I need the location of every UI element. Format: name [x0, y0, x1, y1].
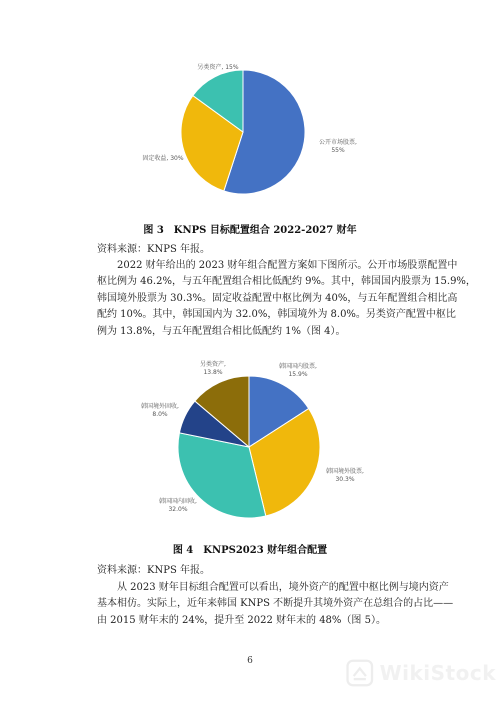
pie-chart-svg [0, 358, 500, 528]
slice-data-label: 另类资产, 15% [197, 64, 239, 71]
figure-3-caption: 图 3 KNPS 目标配置组合 2022-2027 财年 [143, 225, 357, 236]
slice-data-label: 韩国境外固收, 8.0% [141, 403, 179, 418]
slice-data-label: 公开市场股票, 55% [319, 139, 357, 154]
figure-4-pie-chart [0, 358, 500, 528]
watermark-text: WikiStock [379, 661, 496, 685]
page-number: 6 [247, 656, 253, 666]
slice-data-label: 韩国境外股票, 30.3% [326, 468, 364, 483]
source-note: 资料来源：KNPS 年报。 [97, 565, 210, 576]
paragraph-line: 韩国境外股票为 30.3%。固定收益配置中枢比例为 40%，与五年配置组合相比高 [97, 292, 458, 304]
paragraph-line: 配约 10%。其中，韩国国内为 32.0%，韩国境外为 8.0%。另类资产配置中枢比 [97, 309, 456, 321]
paragraph-line: 枢比例为 46.2%，与五年配置组合相比低配约 9%。其中，韩国国内股票为 15.9%， [97, 276, 476, 288]
slice-data-label: 另类资产, 13.8% [200, 361, 226, 376]
slice-data-label: 韩国国内固收, 32.0% [159, 498, 197, 513]
watermark [346, 652, 496, 694]
figure-3-pie-chart [0, 55, 500, 215]
slice-data-label: 韩国国内股票, 15.9% [279, 363, 317, 378]
paragraph-line: 基本相仿。实际上，近年来韩国 KNPS 不断提升其境外资产在总组合的占比—— [97, 598, 454, 610]
figure-4-caption: 图 4 KNPS2023 财年组合配置 [172, 545, 328, 556]
paragraph-line: 从 2023 财年目标组合配置可以看出，境外资产的配置中枢比例与境内资产 [117, 582, 449, 593]
body-paragraph-1 [97, 258, 476, 340]
wikistock-logo-icon [346, 655, 374, 691]
pie-chart-svg [0, 55, 500, 215]
paragraph-line: 由 2015 财年末的 24%，提升至 2022 财年末的 48%（图 5）。 [97, 614, 386, 626]
source-note: 资料来源：KNPS 年报。 [97, 244, 210, 255]
body-paragraph-2 [97, 580, 454, 629]
paragraph-line: 2022 财年给出的 2023 财年组合配置方案如下图所示。公开市场股票配置中 [117, 260, 458, 271]
paragraph-line: 例为 13.8%，与五年配置组合相比低配约 1%（图 4）。 [97, 325, 346, 337]
slice-data-label: 固定收益, 30% [142, 155, 184, 162]
